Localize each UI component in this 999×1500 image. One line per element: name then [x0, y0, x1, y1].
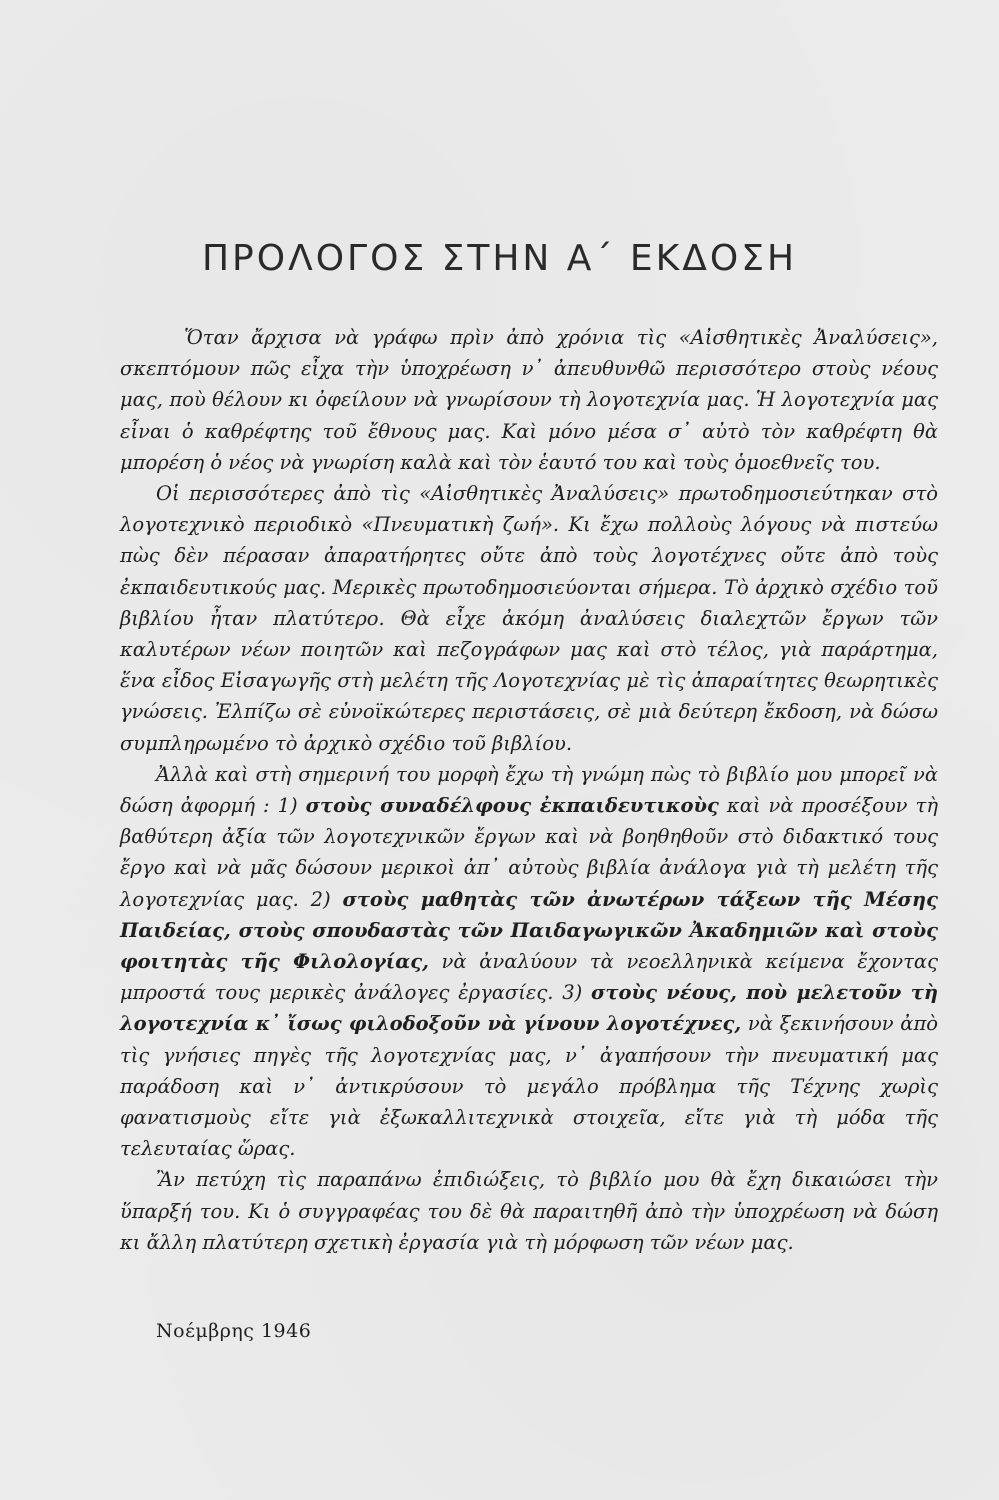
preface-body [120, 322, 938, 1258]
page-title: ΠΡΟΛΟΓΟΣ ΣΤΗΝ Α΄ ΕΚΔΟΣΗ [201, 238, 798, 279]
emphasized-text: στοὺς νέους, ποὺ μελετοῦν τὴ λογοτεχνία κ᾽ ἴσως φιλοδοξοῦν νὰ γίνουν λογοτέχνες, [120, 981, 938, 1036]
paragraph-text: Οἱ περισσότερες ἀπὸ τὶς «Αἰσθητικὲς Ἀναλύσεις» πρωτοδημοσιεύτηκαν στὸ λογοτεχνικὸ περιοδικὸ «Πνευματικὴ ζωή». Κι ἔχω πολλοὺς λόγους νὰ πιστεύω πὼς δὲν πέρασαν ἀπαρατήρητες οὔτε ἀπὸ τοὺς λογοτέχνες οὔτε ἀπὸ τοὺς ἐκπαιδευτικούς μας. Μερικὲς πρωτοδημοσιεύονται σήμερα. Τὸ ἀρχικὸ σχέδιο τοῦ βιβλίου ἦταν πλατύτερο. Θὰ εἶχε ἀκόμη ἀναλύσεις διαλεχτῶν ἔργων τῶν καλυτέρων νέων ποιητῶν καὶ πεζογράφων μας καὶ στὸ τέλος, γιὰ παράρτημα, ἕνα εἶδος Εἰσαγωγῆς στὴ μελέτη τῆς Λογοτεχνίας μὲ τὶς ἀπαραίτητες θεωρητικὲς γνώσεις. Ἐλπίζω σὲ εὐνοϊκώτερες περιστάσεις, σὲ μιὰ δεύτερη ἔκδοση, νὰ δώσω συμπληρωμένο τὸ ἀρχικὸ σχέδιο τοῦ βιβλίου. [120, 482, 938, 755]
preface-date: Νοέμβρης 1946 [156, 1320, 312, 1342]
paragraph-text: Ἀλλὰ καὶ στὴ σημερινή του μορφὴ ἔχω τὴ γνώμη πὼς τὸ βιβλίο μου μπορεῖ νὰ δώση ἀφορμή : 1) [120, 762, 938, 818]
paragraph-text: νὰ ξεκινήσουν ἀπὸ τὶς γνήσιες πηγὲς τῆς λογοτεχνίας μας, ν᾽ ἀγαπήσουν τὴν πνευματική μας παράδοση καὶ ν᾽ ἀντικρύσουν τὸ μεγάλο πρόβλημα τῆς Τέχνης χωρὶς φανατισμοὺς εἴτε γιὰ ἐξωκαλλιτεχνικὰ στοιχεῖα, εἴτε γιὰ τὴ μόδα τῆς τελευταίας ὥρας. [120, 1012, 939, 1161]
body-paragraph [120, 759, 938, 1165]
emphasized-text: στοὺς μαθητὰς τῶν ἀνωτέρων τάξεων τῆς Μέσης Παιδείας, στοὺς σπουδαστὰς τῶν Παιδαγωγικῶν Ἀκαδημιῶν καὶ στοὺς φοιτητὰς τῆς Φιλολογίας, [120, 887, 938, 974]
body-paragraph [120, 1164, 938, 1258]
emphasized-text: στοὺς συναδέλφους ἐκπαιδευτικοὺς [305, 794, 719, 818]
paragraph-text: Ὅταν ἄρχισα νὰ γράφω πρὶν ἀπὸ χρόνια τὶς «Αἰσθητικὲς Ἀναλύσεις», σκεπτόμουν πῶς εἶχα τὴν ὑποχρέωση ν᾽ ἀπευθυνθῶ περισσότερο στοὺς νέους μας, ποὺ θέλουν κι ὀφείλουν νὰ γνωρίσουν τὴ λογοτεχνία μας. Ἡ λογοτεχνία μας εἶναι ὁ καθρέφτης τοῦ ἔθνους μας. Καὶ μόνο μέσα σ᾽ αὐτὸ τὸν καθρέφτη θὰ μπορέση ὁ νέος νὰ γνωρίση καλὰ καὶ τὸν ἑαυτό του καὶ τοὺς ὁμοεθνεῖς του. [120, 326, 938, 474]
paragraph-text: Ἂν πετύχη τὶς παραπάνω ἐπιδιώξεις, τὸ βιβλίο μου θὰ ἔχη δικαιώσει τὴν ὕπαρξή του. Κι ὁ συγγραφέας του δὲ θὰ παραιτηθῆ ἀπὸ τὴν ὑποχρέωση νὰ δώση κι ἄλλη πλατύτερη σχετικὴ ἐργασία γιὰ τὴ μόρφωση τῶν νέων μας. [120, 1168, 938, 1254]
body-paragraph [120, 322, 938, 478]
body-paragraph [120, 478, 938, 759]
paragraph-text: καὶ νὰ προσέξουν τὴ βαθύτερη ἀξία τῶν λογοτεχνικῶν ἔργων καὶ νὰ βοηθηθοῦν στὸ διδακτικό τους ἔργο καὶ νὰ μᾶς δώσουν μερικοὶ ἀπ᾽ αὐτοὺς βιβλία ἀνάλογα γιὰ τὴ μελέτη τῆς λογοτεχνίας μας. 2) [120, 794, 938, 911]
paragraph-text: νὰ ἀναλύουν τὰ νεοελληνικὰ κείμενα ἔχοντας μπροστά τους μερικὲς ἀνάλογες ἐργασίες. 3) [120, 950, 939, 1005]
